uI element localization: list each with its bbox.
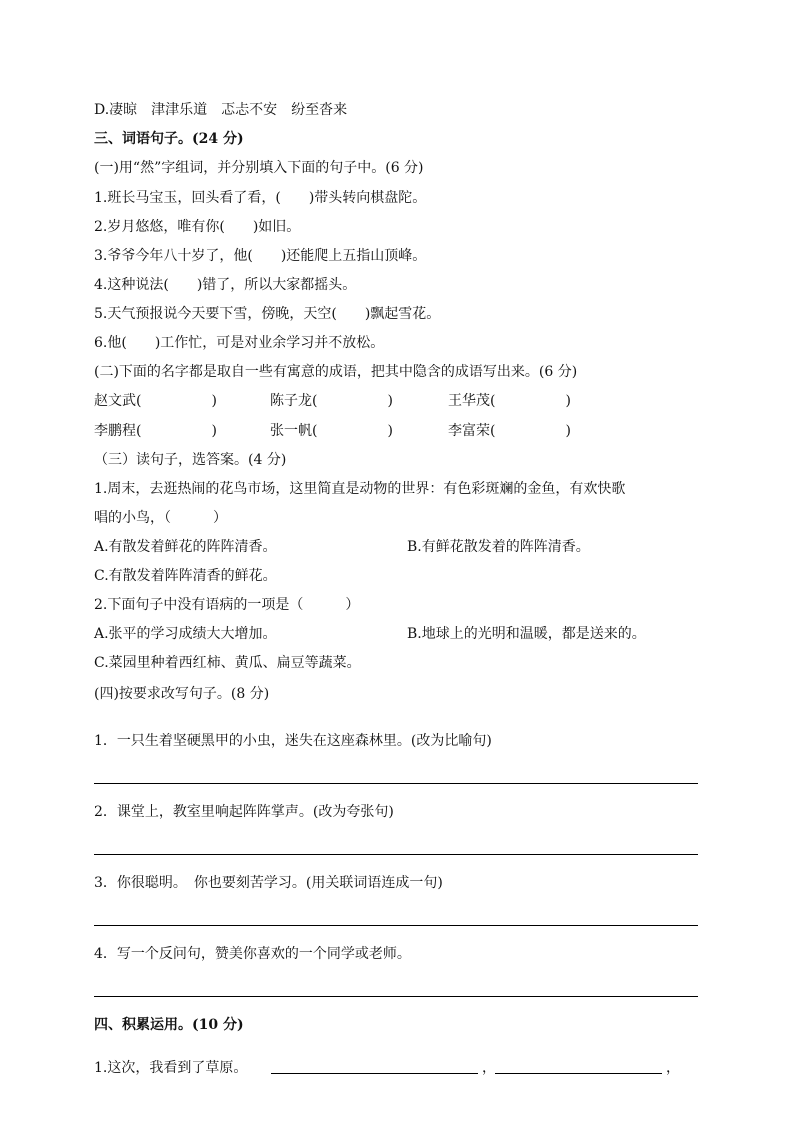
q1-option-c: C.有散发着阵阵清香的鲜花。: [94, 568, 277, 584]
accumulate-1: 1.这次，我看到了草原。: [94, 1060, 248, 1076]
comma: ，: [482, 1060, 496, 1076]
name-item: 王华茂( ): [448, 393, 571, 409]
rewrite-4: 4．写一个反问句，赞美你喜欢的一个同学或老师。: [94, 946, 411, 962]
sentence-1: 1.班长马宝玉，回头看了看，( )带头转向棋盘陀。: [94, 190, 427, 206]
name-item: 赵文武( ): [94, 393, 217, 409]
rewrite-1: 1．一只生着坚硬黑甲的小虫，迷失在这座森林里。(改为比喻句): [94, 733, 492, 749]
q2-option-b: B.地球上的光明和温暖，都是送来的。: [407, 626, 646, 642]
sentence-4: 4.这种说法( )错了，所以大家都摇头。: [94, 277, 357, 293]
q2-option-c: C.菜园里种着西红柿、黄瓜、扁豆等蔬菜。: [94, 655, 361, 671]
sentence-2: 2.岁月悠悠，唯有你( )如旧。: [94, 219, 301, 235]
answer-line: [94, 783, 698, 784]
section-4-title: 四、积累运用。(10 分): [94, 1017, 244, 1033]
question-1-line-1: 1.周末，去逛热闹的花鸟市场，这里简直是动物的世界：有色彩斑斓的金鱼，有欢快歌: [94, 481, 626, 497]
name-item: 陈子龙( ): [270, 393, 393, 409]
section-3-1-title: (一)用“然”字组词，并分别填入下面的句子中。(6 分): [94, 160, 424, 176]
answer-line: [94, 925, 698, 926]
answer-line: [94, 854, 698, 855]
section-3-title: 三、词语句子。(24 分): [94, 131, 244, 147]
fill-blank: [271, 1073, 478, 1074]
section-3-4-title: (四)按要求改写句子。(8 分): [94, 686, 270, 702]
name-item: 张一帆( ): [270, 423, 393, 439]
option-d-line: D.凄晾 津津乐道 忑忐不安 纷至沓来: [94, 102, 348, 118]
name-item: 李富荣( ): [448, 423, 571, 439]
name-item: 李鹏程( ): [94, 423, 217, 439]
answer-line: [94, 996, 698, 997]
section-3-3-title: （三）读句子，选答案。(4 分): [94, 452, 287, 468]
rewrite-2: 2．课堂上，教室里响起阵阵掌声。(改为夸张句): [94, 804, 394, 820]
q1-option-a: A.有散发着鲜花的阵阵清香。: [94, 539, 277, 555]
question-1-line-2: 唱的小鸟，（ ）: [94, 510, 227, 526]
section-3-2-title: (二)下面的名字都是取自一些有寓意的成语，把其中隐含的成语写出来。(6 分): [94, 364, 578, 380]
sentence-3: 3.爷爷今年八十岁了，他( )还能爬上五指山顶峰。: [94, 248, 427, 264]
fill-blank: [495, 1073, 662, 1074]
comma: ，: [666, 1060, 680, 1076]
sentence-5: 5.天气预报说今天要下雪，傍晚，天空( )飘起雪花。: [94, 306, 441, 322]
q1-option-b: B.有鲜花散发着的阵阵清香。: [407, 539, 590, 555]
question-2: 2.下面句子中没有语病的一项是（ ）: [94, 597, 360, 613]
sentence-6: 6.他( )工作忙，可是对业余学习并不放松。: [94, 335, 385, 351]
rewrite-3: 3．你很聪明。 你也要刻苦学习。(用关联词语连成一句): [94, 875, 443, 891]
q2-option-a: A.张平的学习成绩大大增加。: [94, 626, 277, 642]
